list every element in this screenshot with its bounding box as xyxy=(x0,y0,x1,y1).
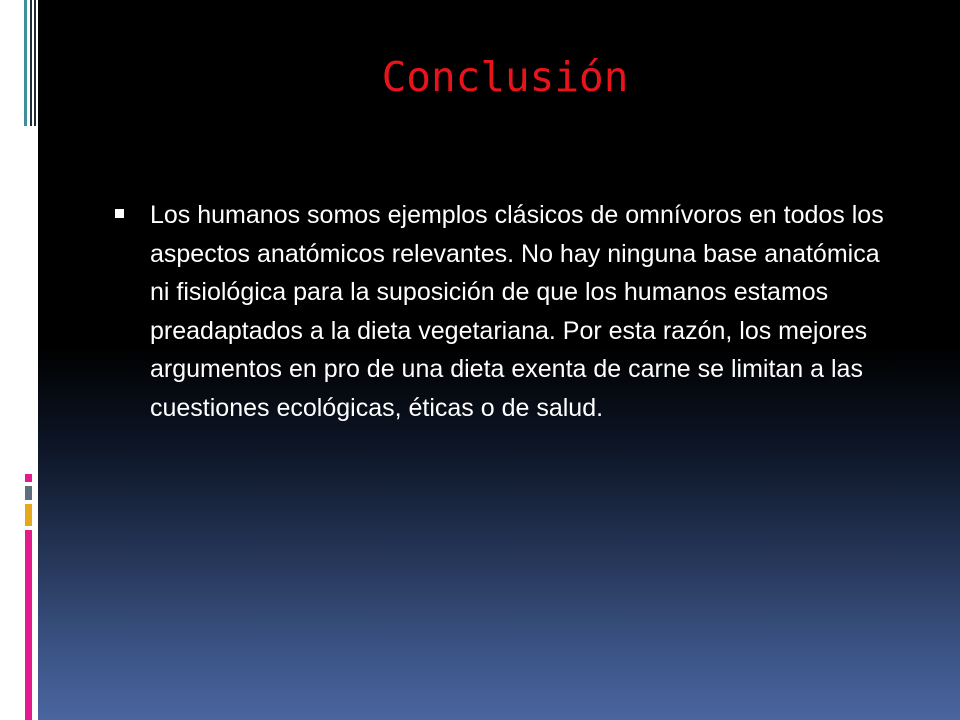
slate-accent-segment xyxy=(25,486,32,500)
bullet-text: Los humanos somos ejemplos clásicos de omnívoros en todos los aspectos anatómicos relevantes. No hay ninguna base anatómica ni fisiológica para la suposición de que los humanos estamos preadaptados a la dieta vegetariana. Por esta razón, los mejores argumentos en pro de una dieta exenta de carne se limitan a las cuestiones ecológicas, éticas o de salud. xyxy=(150,201,884,422)
left-decorative-strip xyxy=(0,0,38,720)
bullet-item xyxy=(112,196,902,427)
gold-accent-segment xyxy=(25,504,32,526)
magenta-accent-segment-1 xyxy=(25,474,32,482)
slide-title: Conclusión xyxy=(381,53,629,101)
magenta-accent-line-bottom xyxy=(25,530,32,720)
bullet-list xyxy=(112,196,902,427)
square-bullet-icon xyxy=(115,209,124,218)
